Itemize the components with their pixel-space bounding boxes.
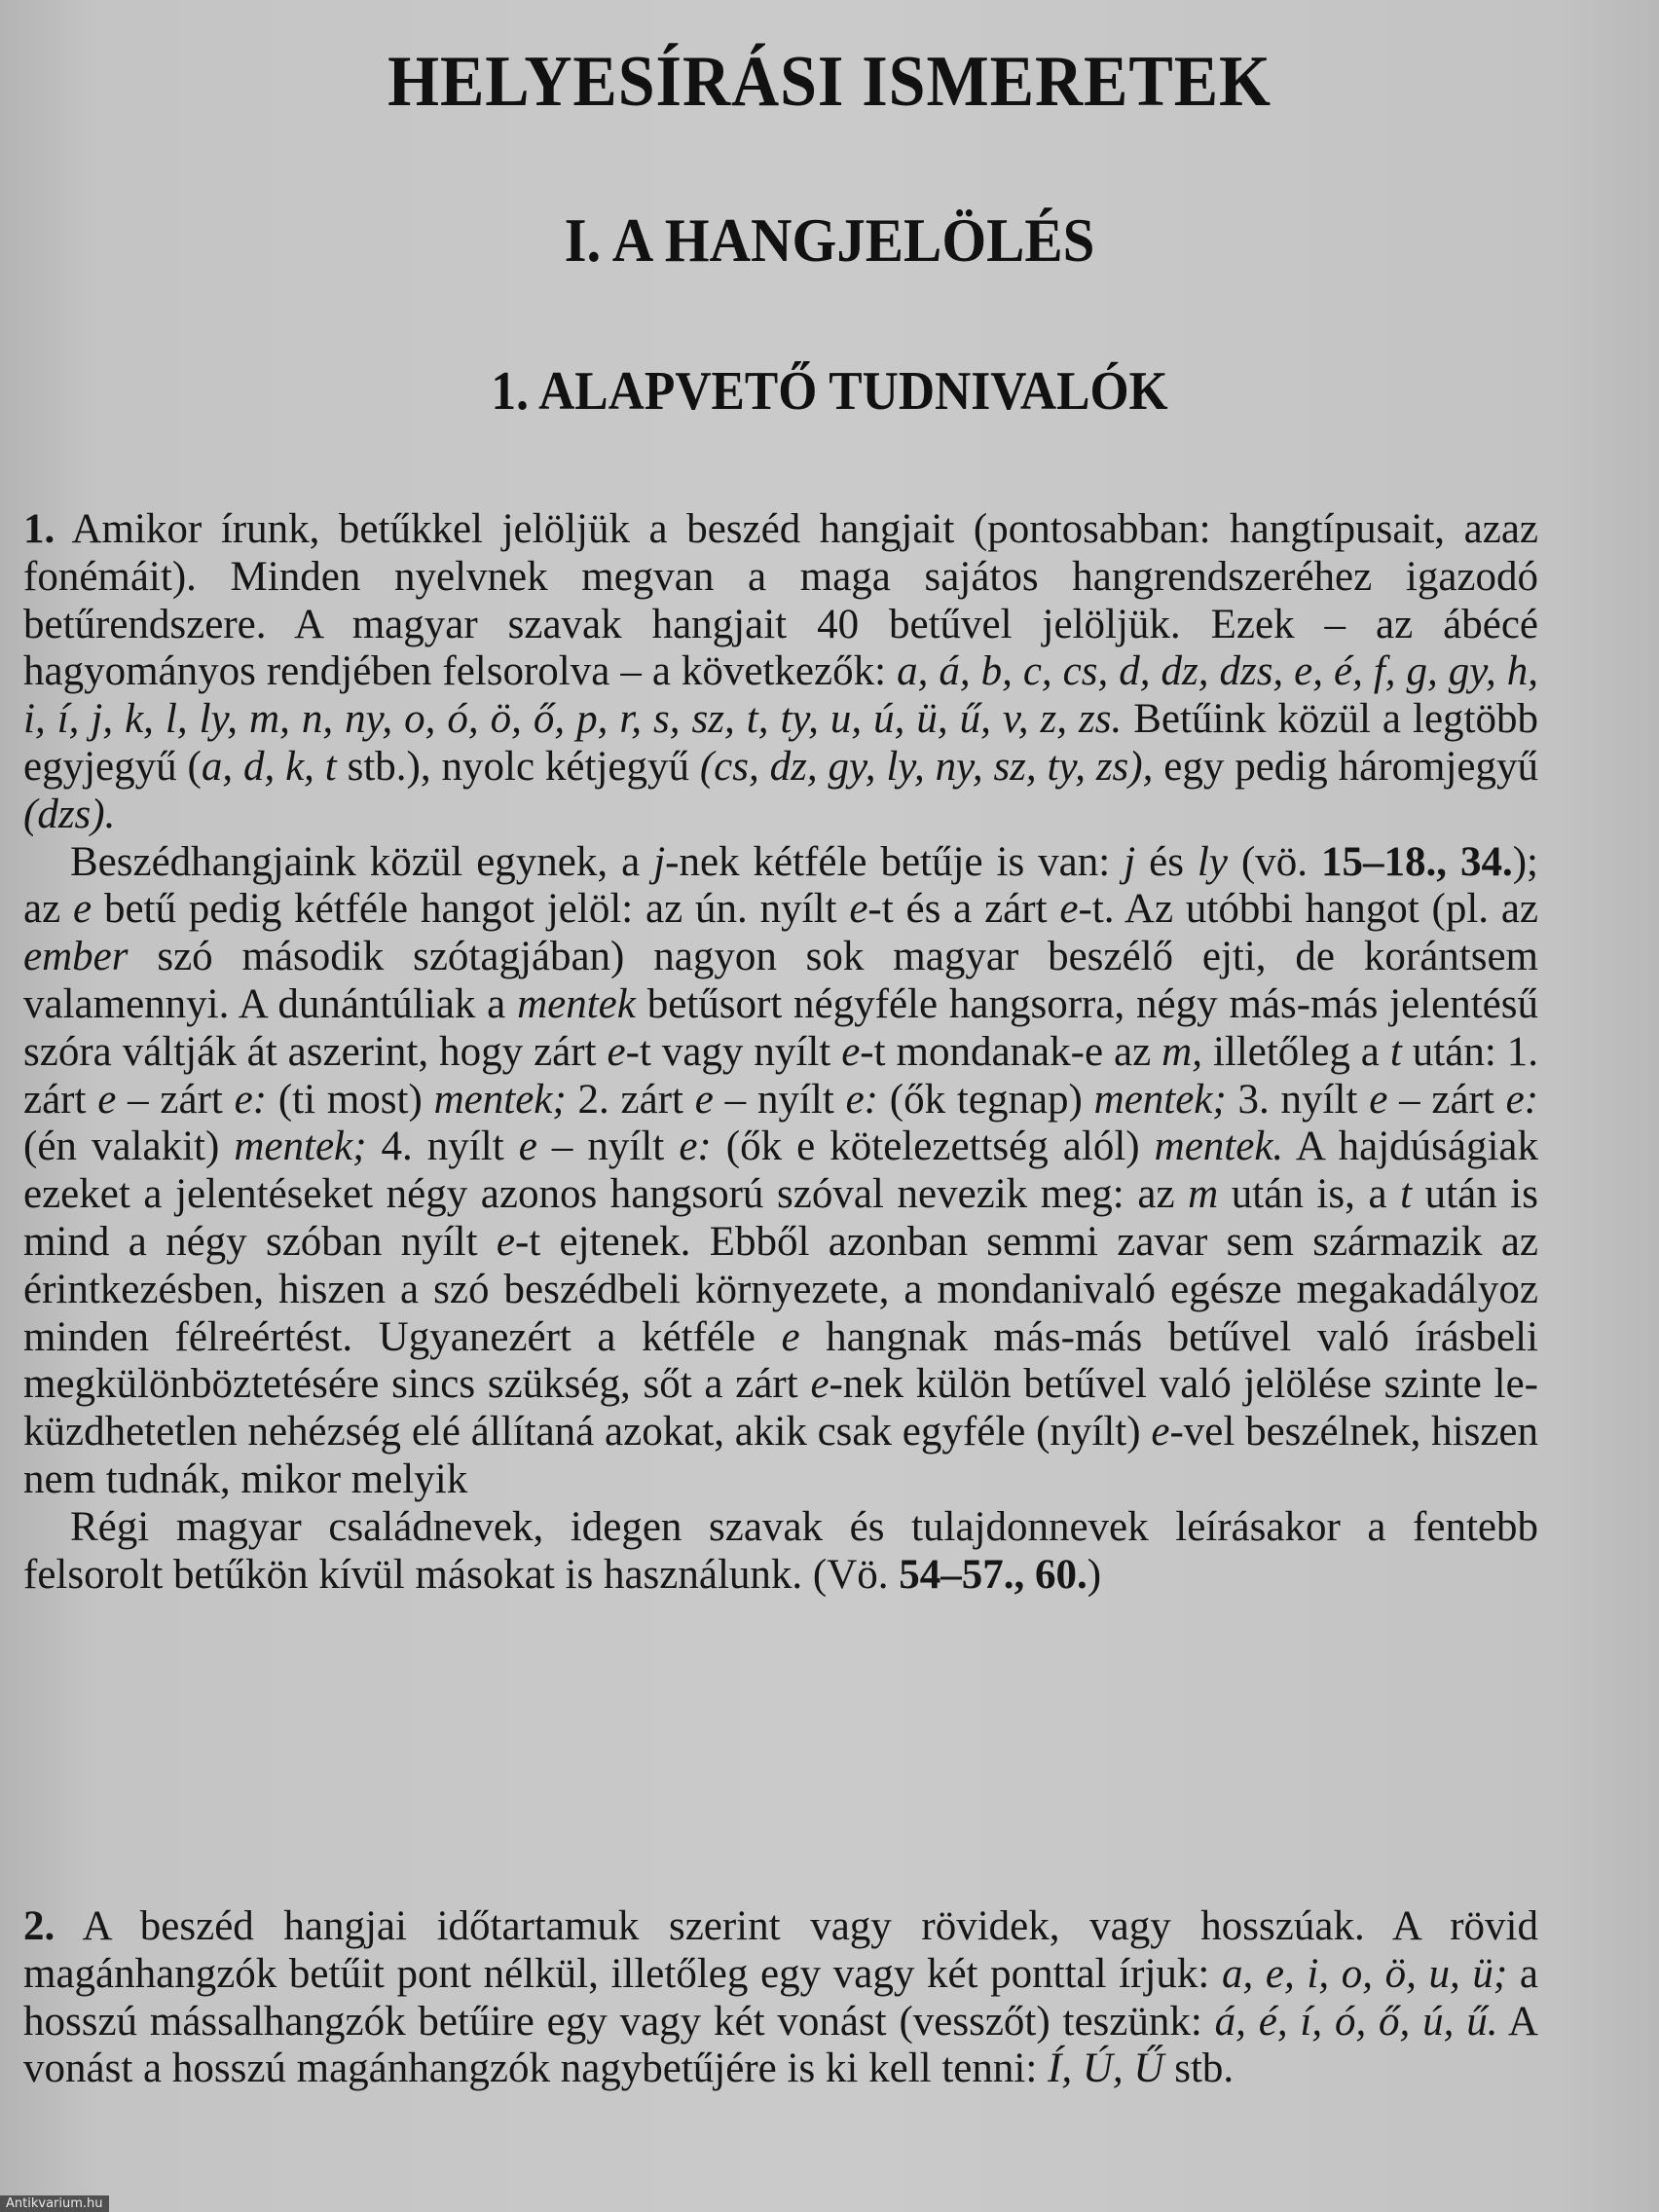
paragraph-block-1	[23, 506, 1538, 1599]
cross-reference: 54–57., 60.	[899, 1551, 1088, 1598]
page-title: HELYESÍRÁSI ISMERETEK	[387, 42, 1272, 122]
paragraph-number: 1.	[23, 506, 55, 552]
section-heading: 1. ALAPVETŐ TUDNIVALÓK	[491, 361, 1168, 422]
cross-reference: 15–18., 34.	[1321, 838, 1513, 885]
paragraph-2-1: 2. A beszéd hangjai időtartamuk szerint vagy rövidek, vagy hosszúak. A rövid magánhangzók betűit pont nélkül, illetőleg egy vagy két ponttal írjuk: a, e, i, o, ö, u, ü; a hosszú mássalhangzók betűire egy vagy két vonást (vesszőt) teszünk: á, é, í, ó, ő, ú, ű. A vonást a hosszú magánhangzók nagybetűjére is ki kell tenni: Í, Ú, Ű stb.	[23, 1903, 1538, 2092]
paragraph-1-1: 1. Amikor írunk, betűkkel jelöljük a beszéd hangjait (pontosabban: hangtípusait, azaz fonémáit). Minden nyelvnek megvan a maga sajátos hangrendszeréhez igazodó betűrendszere. A magyar szavak hangjait 40 betűvel jelöljük. Ezek – az ábécé hagyományos rendjében felsorolva – a következők: a, á, b, c, cs, d, dz, dzs, e, é, f, g, gy, h, i, í, j, k, l, ly, m, n, ny, o, ó, ö, ő, p, r, s, sz, t, ty, u, ú, ü, ű, v, z, zs. Betűink közül a legtöbb egyjegyű (a, d, k, t stb.), nyolc kétjegyű (cs, dz, gy, ly, ny, sz, ty, zs), egy pedig háromjegyű (dzs).	[23, 506, 1539, 837]
paragraph-block-2	[23, 1903, 1538, 2093]
watermark-footer: Antikvarium.hu	[0, 2195, 109, 2212]
paragraph-number: 2.	[23, 1903, 55, 1949]
paragraph-1-2: Beszédhangjaink közül egynek, a j-nek kétféle betűje is van: j és ly (vö. 15–18., 34.); az e betű pedig kétféle hangot jelöl: az ún. nyílt e-t és a zárt e-t. Az utóbbi hangot (pl. az ember szó második szótagjában) nagyon sok magyar beszélő ejti, de korántsem valamennyi. A dunántúliak a mentek betűsort négyféle hangsorra, négy más-más jelentésű szóra váltják át aszerint, hogy zárt e-t vagy nyílt e-t mondanak-e az m, illetőleg a t után: 1. zárt e – zárt e: (ti most) mentek; 2. zárt e – nyílt e: (ők tegnap) mentek; 3. nyílt e – zárt e: (én valakit) mentek; 4. nyílt e – nyílt e: (ők e kötelezettség alól) mentek. A hajdúságiak ezeket a jelentéseket négy azonos hangsorú szóval nevezik meg: az m után is, a t után is mind a négy szóban nyílt e-t ejtenek. Ebből azonban semmi zavar sem származik az érintkezésben, hiszen a szó beszédbeli környezete, a mondanivaló egésze megakadályoz minden félreértést. Ugyanezért a kétféle e hangnak más-más betűvel való írásbeli megkülönböztetésére sincs szükség, sőt a zárt e-nek külön betűvel való jelölése szinte leküzdhetetlen nehézség elé állítaná azokat, akik csak egyféle (nyílt) e-vel beszélnek, hiszen nem tudnák, mikor melyik	[23, 838, 1539, 1502]
chapter-heading: I. A HANGJELÖLÉS	[564, 205, 1095, 275]
paragraph-1-3: Régi magyar családnevek, idegen szavak és tulajdonnevek leírásakor a fentebb felsorolt betűkön kívül másokat is használunk. (Vö. 54–57., 60.)	[23, 1503, 1538, 1598]
